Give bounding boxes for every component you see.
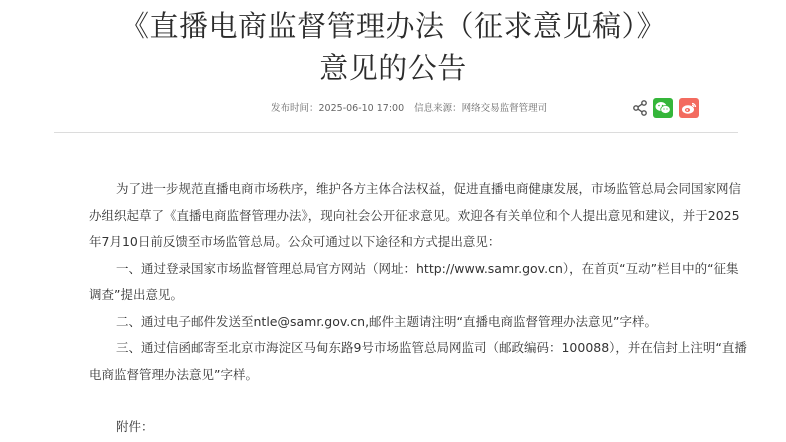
source-name: 网络交易监督管理司 [461,103,548,114]
paragraph-intro: 为了进一步规范直播电商市场秩序，维护各方主体合法权益，促进直播电商健康发展，市场监管总局会同国家网信办组织起草了《直播电商监督管理办法》，现向社会公开征求意见。欢迎各有关单位和个人提出意见和建议，并于2025年7月10日前反馈至市场监管总局。公众可通过以下途径和方式提出意见： [89,181,742,249]
publish-time-label: 发布时间： [271,103,319,114]
paragraph-email: 二、通过电子邮件发送至ntle@samr.gov.cn,邮件主题请注明“直播电商监督管理办法意见”字样。 [116,313,658,329]
article-body [89,176,749,441]
weibo-icon[interactable] [679,98,699,118]
paragraph-website: 一、通过登录国家市场监督管理总局官方网站（网址：http://www.samr.gov.cn），在首页“互动”栏目中的“征集调查”提出意见。 [89,260,739,302]
header-divider [54,132,738,133]
wechat-icon[interactable] [653,98,673,118]
publish-time: 2025-06-10 17:00 [318,103,405,114]
share-icon[interactable] [633,100,647,116]
article-meta [271,102,547,116]
share-bar [633,97,699,119]
source-label: 信息来源： [414,103,462,114]
article-title-line1: 《直播电商监督管理办法（征求意见稿）》 [119,9,666,43]
paragraph-mail: 三、通过信函邮寄至北京市海淀区马甸东路9号市场监管总局网监司（邮政编码：100088），并在信封上注明“直播电商监督管理办法意见”字样。 [89,340,747,382]
attachment-label: 附件： [116,419,154,434]
article-title-line2: 意见的公告 [319,51,467,85]
